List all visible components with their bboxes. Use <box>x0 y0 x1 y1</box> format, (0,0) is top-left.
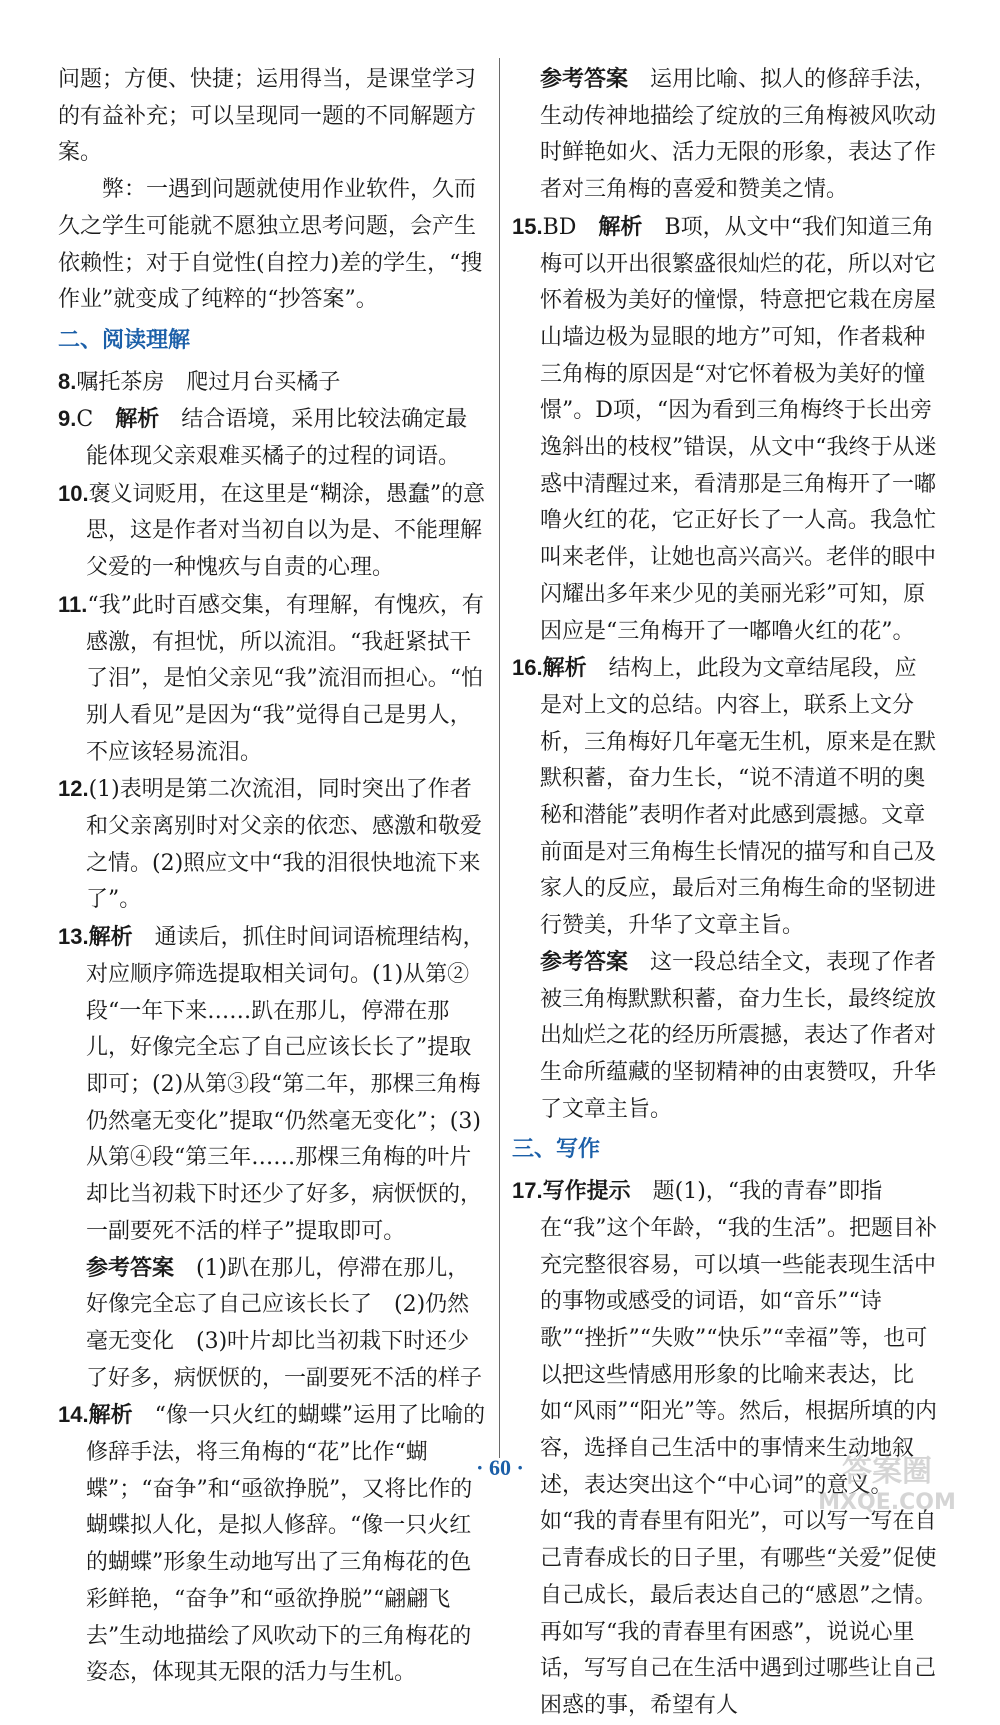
writing-tip-label: 写作提示 <box>542 1179 631 1205</box>
analysis-label: 解析 <box>542 656 587 682</box>
page-number: · 60 · <box>476 1455 524 1480</box>
watermark-line2: MXQE.COM <box>818 1490 956 1515</box>
watermark-logo <box>782 1447 992 1517</box>
left-column <box>58 62 488 1692</box>
analysis-label: 解析 <box>115 407 160 433</box>
question-8: 8.嘱托茶房 爬过月台买橘子 <box>58 368 341 395</box>
question-14: 14.解析 “像一只火红的蝴蝶”运用了比喻的修辞手法，将三角梅的“花”比作“蝴蝶”；“奋争”和“亟欲挣脱”，又将比作的蝴蝶拟人化，是拟人修辞。“像一只火红的蝴蝶”形象生动地写出了三角梅花的色彩鲜艳，“奋争”和“亟欲挣脱”“翩翩飞去”生动地描绘了风吹动下的三角梅花的姿态，体现其无限的活力与生机。 <box>58 1402 486 1686</box>
column-divider <box>499 58 500 1458</box>
question-13: 13.解析 通读后，抓住时间词语梳理结构，对应顺序筛选提取相关词句。(1)从第②段“一年下来……趴在那儿，停滞在那儿，好像完全忘了自己应该长长了”提取即可；(2)从第③段“第二年，那棵三角梅仍然毫无变化”提取“仍然毫无变化”；(3)从第④段“第三年……那棵三角梅的叶片却比当初栽下时还少了好多，病恹恹的，一副要死不活的样子”提取即可。 <box>58 924 485 1244</box>
question-15: 15.BD 解析 B项，从文中“我们知道三角梅可以开出很繁盛很灿烂的花，所以对它怀着极为美好的憧憬，特意把它栽在房屋山墙边极为显眼的地方”可知，作者栽种三角梅的原因是“对它怀着极为美好的憧憬”。D项，“因为看到三角梅终于长出旁逸斜出的枝杈”错误，从文中“我终于从迷惑中清醒过来，看清那是三角梅开了一嘟噜火红的花，它正好长了一人高。我急忙叫来老伴，让她也高兴高兴。老伴的眼中闪耀出多年来少见的美丽光彩”可知，原因应是“三角梅开了一嘟噜火红的花”。 <box>512 213 937 644</box>
analysis-label: 解析 <box>88 1403 133 1429</box>
question-16: 16.解析 结构上，此段为文章结尾段，应是对上文的总结。内容上，联系上文分析，三角梅好几年毫无生机，原来是在默默积蓄，奋力生长，“说不清道不明的奥秘和潜能”表明作者对此感到震撼。文章前面是对三角梅生长情况的描写和自己及家人的反应，最后对三角梅生命的坚韧进行赞美，升华了文章主旨。 <box>512 655 937 939</box>
question-14-reference: 参考答案 运用比喻、拟人的修辞手法，生动传神地描绘了绽放的三角梅被风吹动时鲜艳如火、活力无限的形象，表达了作者对三角梅的喜爱和赞美之情。 <box>540 67 937 203</box>
reference-answer-label: 参考答案 <box>540 949 629 975</box>
reference-answer-label: 参考答案 <box>86 1255 175 1281</box>
question-12: 12.(1)表明是第二次流泪，同时突出了作者和父亲离别时对父亲的依恋、感激和敬爱之情。(2)照应文中“我的泪很快地流下来了”。 <box>58 776 483 913</box>
question-17: 17.写作提示 题(1)，“我的青春”即指在“我”这个年龄，“我的生活”。把题目补充完整很容易，可以填一些能表现生活中的事物或感受的词语，如“音乐”“诗歌”“挫折”“失败”“快乐”“幸福”等，也可以把这些情感用形象的比喻来表达，比如“风雨”“阳光”等。然后，根据所填的内容，选择自己生活中的事情来生动地叙述，表达突出这个“中心词”的意义。如“我的青春里有阳光”，可以写一写在自己青春成长的日子里，有哪些“关爱”促使自己成长，最后表达自己的“感恩”之情。再如写“我的青春里有困惑”，说说心里话，写写自己在生活中遇到过哪些让自己困惑的事，希望有人 <box>512 1178 937 1718</box>
section-heading-writing: 三、写作 <box>512 1137 601 1163</box>
analysis-label: 解析 <box>598 214 643 240</box>
intro-paragraph: 问题；方便、快捷；运用得当，是课堂学习的有益补充；可以呈现同一题的不同解题方案。 <box>58 67 477 166</box>
question-number: 8. <box>58 368 77 394</box>
section-heading-reading: 二、阅读理解 <box>58 327 191 353</box>
watermark-line1: 答案圈 <box>842 1454 932 1489</box>
question-11: 11.“我”此时百感交集，有理解，有愧疚，有感激，有担忧，所以流泪。“我赶紧拭干了泪”，是怕父亲见“我”流泪而担心。“怕别人看见”是因为“我”觉得自己是男人，不应该轻易流泪。 <box>58 591 484 765</box>
intro-drawback-paragraph: 弊：一遇到问题就使用作业软件，久而久之学生可能就不愿独立思考问题，会产生依赖性；对于自觉性(自控力)差的学生，“搜作业”就变成了纯粹的“抄答案”。 <box>58 177 483 313</box>
question-10: 10.褒义词贬用，在这里是“糊涂，愚蠢”的意思，这是作者对当初自以为是、不能理解父爱的一种愧疚与自责的心理。 <box>58 480 486 581</box>
analysis-label: 解析 <box>88 925 133 951</box>
question-16-reference: 参考答案 这一段总结全文，表现了作者被三角梅默默积蓄，奋力生长，最终绽放出灿烂之花的经历所震撼，表达了作者对生命所蕴藏的坚韧精神的由衷赞叹，升华了文章主旨。 <box>540 949 937 1122</box>
question-9: 9.C 解析 结合语境，采用比较法确定最能体现父亲艰难买橘子的过程的词语。 <box>58 406 468 470</box>
reference-answer-label: 参考答案 <box>540 67 629 92</box>
question-13-reference: 参考答案 (1)趴在那儿，停滞在那儿，好像完全忘了自己应该长长了 (2)仍然毫无变化 (3)叶片却比当初栽下时还少了好多，病恹恹的，一副要死不活的样子 <box>86 1255 483 1391</box>
